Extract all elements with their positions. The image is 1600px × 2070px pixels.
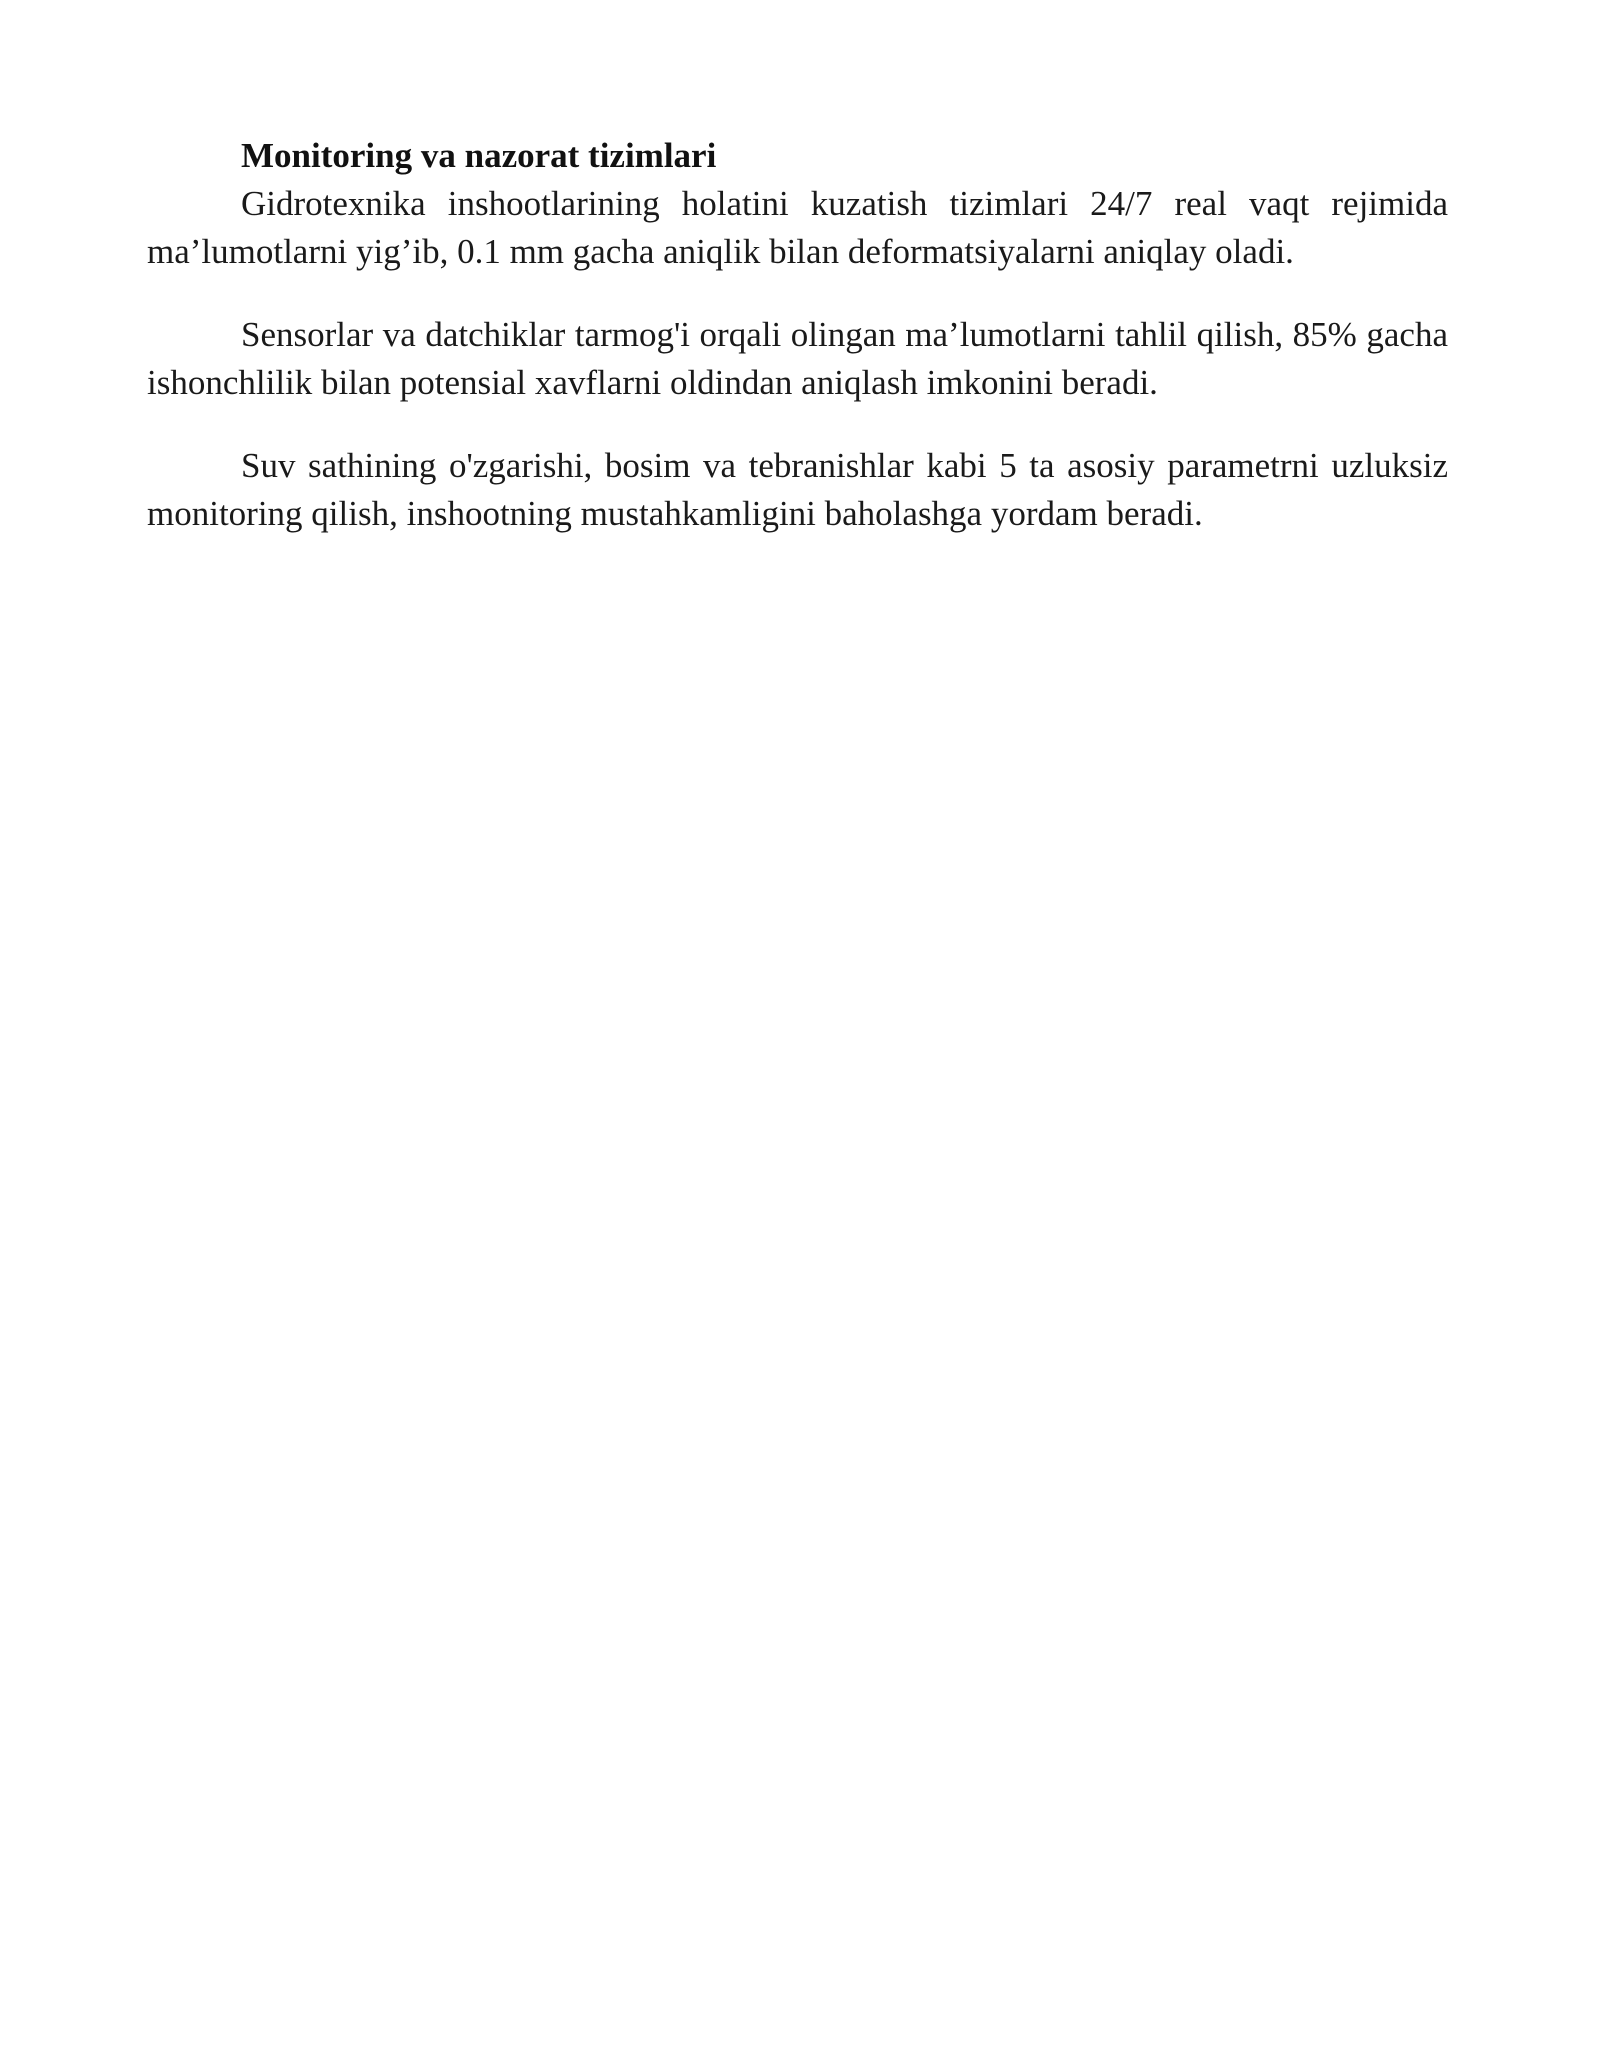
document-body bbox=[147, 132, 1448, 538]
paragraph-sensor-analysis: Sensorlar va datchiklar tarmog'i orqali olingan ma’lumotlarni tahlil qilish, 85% gacha ishonchlilik bilan potensial xavflarni oldindan aniqlash imkonini beradi. bbox=[147, 315, 1448, 402]
section-heading: Monitoring va nazorat tizimlari bbox=[241, 136, 717, 175]
paragraph-monitoring-systems: Gidrotexnika inshootlarining holatini kuzatish tizimlari 24/7 real vaqt rejimida ma’lumotlarni yig’ib, 0.1 mm gacha aniqlik bilan deformatsiyalarni aniqlay oladi. bbox=[147, 184, 1448, 271]
paragraph-parameter-monitoring: Suv sathining o'zgarishi, bosim va tebranishlar kabi 5 ta asosiy parametrni uzluksiz monitoring qilish, inshootning mustahkamligini baholashga yordam beradi. bbox=[147, 446, 1448, 533]
